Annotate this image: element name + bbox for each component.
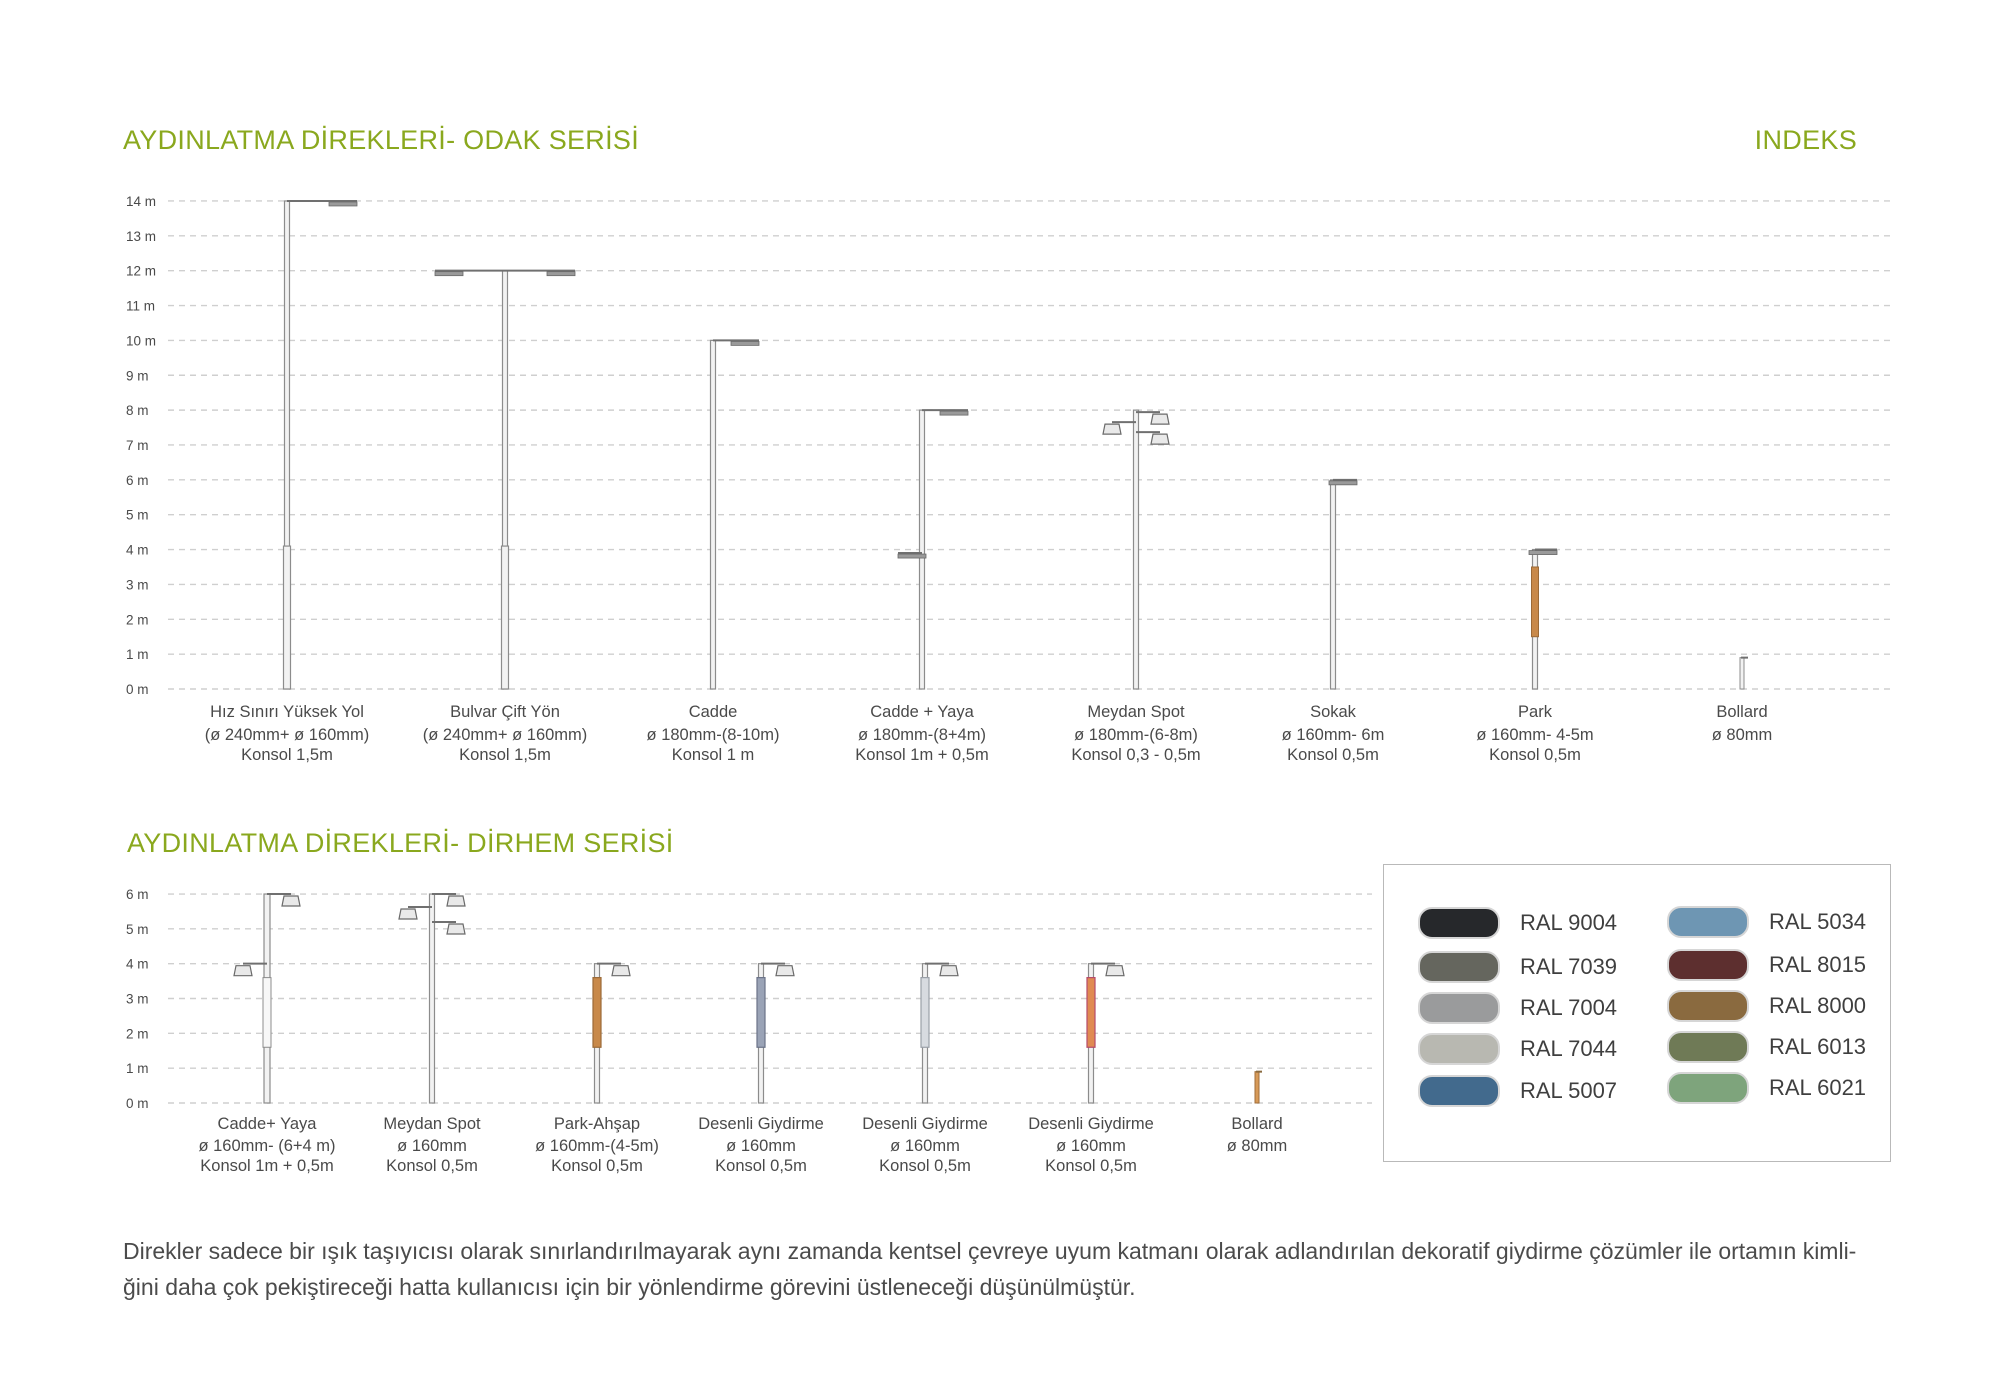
y-tick-label: 10 m <box>126 333 157 349</box>
pole-name-label: Bulvar Çift Yön <box>450 703 560 721</box>
pole-name-label: Cadde+ Yaya <box>217 1115 317 1133</box>
ral-swatch <box>1418 907 1617 939</box>
pole-arm-label: Konsol 0,5m <box>879 1157 971 1175</box>
pole-name-label: Desenli Giydirme <box>1028 1115 1154 1133</box>
ral-swatch <box>1418 1075 1617 1107</box>
ral-swatch <box>1667 1072 1866 1104</box>
y-tick-label: 5 m <box>126 507 149 523</box>
pole-spec-label: ø 180mm-(8-10m) <box>646 726 780 744</box>
ral-swatch-pill <box>1418 992 1500 1024</box>
pole-shaft <box>430 894 435 1103</box>
ral-swatch <box>1418 992 1617 1024</box>
y-tick-label: 5 m <box>126 921 149 937</box>
y-tick-label: 6 m <box>126 472 149 488</box>
pole-spec-label: ø 160mm <box>890 1137 960 1155</box>
pole-spec-label: ø 160mm- (6+4 m) <box>198 1137 336 1155</box>
ral-swatch-label: RAL 7004 <box>1520 995 1618 1020</box>
pole-spec-label: (ø 240mm+ ø 160mm) <box>204 726 370 744</box>
decorative-cladding <box>1087 978 1095 1048</box>
spot-luminaire <box>282 896 300 906</box>
description-line: Direkler sadece bir ışık taşıyıcısı olarak sınırlandırılmayarak aynı zamanda kentsel çevreye uyum katmanı olarak adlandırılan dekoratif giydirme çözümler ile ortamın kimli- <box>123 1238 1857 1264</box>
y-tick-label: 0 m <box>126 1096 149 1111</box>
pole-arm-label: Konsol 0,5m <box>1287 746 1379 764</box>
y-tick-label: 1 m <box>126 647 149 663</box>
ral-color-legend <box>1383 864 1891 1162</box>
y-tick-label: 8 m <box>126 403 149 419</box>
ral-swatch-pill <box>1667 1031 1749 1063</box>
ral-swatch-pill <box>1667 1072 1749 1104</box>
decorative-cladding <box>757 978 765 1048</box>
pole-arm-label: Konsol 1,5m <box>459 746 551 764</box>
decorative-cladding <box>921 978 929 1048</box>
ral-swatch-pill <box>1418 951 1500 983</box>
spot-luminaire <box>612 966 630 976</box>
pole-name-label: Sokak <box>1310 703 1356 721</box>
description-line: ğini daha çok pekiştireceği hatta kullanıcısı için bir yönlendirme görevini üstleneceği düşünülmüştür. <box>123 1274 1136 1300</box>
odak-series-title: AYDINLATMA DİREKLERİ- ODAK SERİSİ <box>123 125 640 155</box>
ral-swatch-label: RAL 8000 <box>1769 993 1867 1018</box>
pole-spec-label: ø 160mm <box>1056 1137 1126 1155</box>
pole-arm-label: Konsol 1m + 0,5m <box>200 1157 334 1175</box>
dirhem-series-title: AYDINLATMA DİREKLERİ- DİRHEM SERİSİ <box>127 828 674 858</box>
pole-name-label: Meydan Spot <box>383 1115 481 1133</box>
spot-luminaire <box>1106 966 1124 976</box>
pole-arm-label: Konsol 0,5m <box>551 1157 643 1175</box>
pole-name-label: Desenli Giydirme <box>862 1115 988 1133</box>
pole-spec-label: ø 80mm <box>1226 1137 1288 1155</box>
ral-swatch <box>1667 949 1866 981</box>
ral-swatch <box>1667 906 1866 938</box>
ral-swatch-label: RAL 5034 <box>1769 909 1867 934</box>
index-link[interactable]: INDEKS <box>1754 125 1857 155</box>
y-tick-label: 2 m <box>126 612 149 628</box>
pole-name-label: Cadde + Yaya <box>870 703 974 721</box>
ral-swatch-pill <box>1418 1033 1500 1065</box>
ral-swatch-label: RAL 6013 <box>1769 1034 1867 1059</box>
ral-swatch-label: RAL 5007 <box>1520 1078 1618 1103</box>
description-paragraph <box>123 1233 1903 1305</box>
ral-swatch <box>1667 990 1866 1022</box>
pole-arm-label: Konsol 0,5m <box>1489 746 1581 764</box>
ral-swatch <box>1418 1033 1617 1065</box>
pole-name-label: Cadde <box>688 703 738 721</box>
pole-arm-label: Konsol 1,5m <box>241 746 333 764</box>
pole-arm-label: Konsol 0,5m <box>386 1157 478 1175</box>
pole-spec-label: ø 160mm <box>397 1137 467 1155</box>
y-tick-label: 12 m <box>126 263 157 279</box>
y-tick-label: 0 m <box>126 682 149 697</box>
y-tick-label: 11 m <box>126 298 156 314</box>
y-tick-label: 3 m <box>126 577 149 593</box>
pole-name-label: Bollard <box>1716 703 1768 721</box>
spot-luminaire <box>399 909 417 919</box>
y-tick-label: 3 m <box>126 991 149 1007</box>
pole-arm-label: Konsol 0,5m <box>1045 1157 1137 1175</box>
ral-swatch-label: RAL 8015 <box>1769 952 1867 977</box>
y-tick-label: 2 m <box>126 1026 149 1042</box>
pole-name-label: Desenli Giydirme <box>698 1115 824 1133</box>
ral-swatch-pill <box>1667 906 1749 938</box>
y-tick-label: 6 m <box>126 887 149 903</box>
spot-luminaire <box>447 896 465 906</box>
pole-spec-label: ø 160mm- 6m <box>1281 726 1385 744</box>
pole-arm-label: Konsol 1 m <box>671 746 755 764</box>
ral-swatch-pill <box>1418 907 1500 939</box>
y-tick-label: 7 m <box>126 437 149 453</box>
ral-swatch-label: RAL 6021 <box>1769 1075 1867 1100</box>
spot-luminaire <box>447 924 465 934</box>
ral-swatch-label: RAL 9004 <box>1520 910 1618 935</box>
pole-arm-label: Konsol 1m + 0,5m <box>855 746 989 764</box>
pole-spec-label: ø 80mm <box>1711 726 1773 744</box>
y-tick-label: 4 m <box>126 956 149 972</box>
pole-spec-label: ø 160mm- 4-5m <box>1476 726 1594 744</box>
ral-swatch <box>1667 1031 1866 1063</box>
y-tick-label: 1 m <box>126 1061 149 1077</box>
bollard-body <box>1255 1072 1259 1103</box>
pole-spec-label: ø 180mm-(6-8m) <box>1074 726 1198 744</box>
y-tick-label: 14 m <box>126 193 157 209</box>
pole-spec-label: ø 160mm-(4-5m) <box>535 1137 659 1155</box>
pole-arm-label: Konsol 0,3 - 0,5m <box>1071 746 1201 764</box>
spot-luminaire <box>776 966 794 976</box>
pole-name-label: Park <box>1518 703 1552 721</box>
spot-luminaire <box>940 966 958 976</box>
y-tick-label: 13 m <box>126 228 157 244</box>
pole-spec-label: ø 180mm-(8+4m) <box>858 726 986 744</box>
ral-swatch-pill <box>1418 1075 1500 1107</box>
pole-arm-label: Konsol 0,5m <box>715 1157 807 1175</box>
spot-luminaire <box>234 966 252 976</box>
pole-sleeve <box>263 978 271 1048</box>
ral-swatch-label: RAL 7039 <box>1520 954 1618 979</box>
y-tick-label: 4 m <box>126 542 149 558</box>
decorative-cladding <box>593 978 601 1048</box>
pole-name-label: Hız Sınırı Yüksek Yol <box>210 703 364 721</box>
ral-swatch <box>1418 951 1617 983</box>
pole-name-label: Park-Ahşap <box>553 1115 641 1133</box>
pole-spec-label: ø 160mm <box>726 1137 796 1155</box>
ral-swatch-pill <box>1667 949 1749 981</box>
pole-name-label: Meydan Spot <box>1087 703 1185 721</box>
ral-swatch-label: RAL 7044 <box>1520 1036 1618 1061</box>
y-tick-label: 9 m <box>126 368 149 384</box>
ral-swatch-pill <box>1667 990 1749 1022</box>
pole-spec-label: (ø 240mm+ ø 160mm) <box>422 726 588 744</box>
pole-name-label: Bollard <box>1231 1115 1283 1133</box>
